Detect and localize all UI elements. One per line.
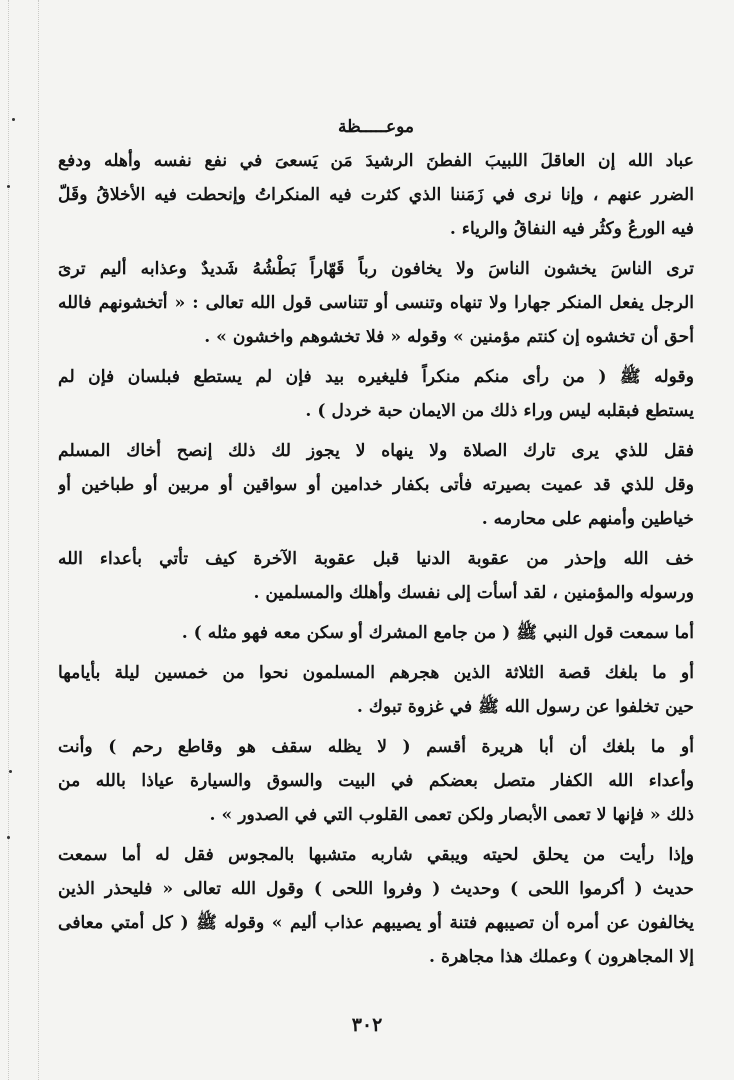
scan-edge-line-inner: [38, 0, 39, 1080]
scan-edge-line-left: [8, 0, 9, 1080]
page-number: ٣٠٢: [351, 1014, 383, 1036]
text-line: فيه الورعُ وكثُر فيه النفاقُ والرياء .: [449, 219, 694, 239]
paragraph: [58, 144, 694, 246]
text-line: فقل للذي يرى تارك الصلاة ولا ينهاه لا يجوز لك ذلك إنصح أخاك المسلم: [58, 441, 694, 461]
text-line: يستطع فبقلبه ليس وراء ذلك من الايمان حبة خردل ) .: [305, 401, 694, 421]
text-line: وإذا رأيت من يحلق لحيته ويبقي شاربه متشبها بالمجوس فقل له أما سمعت: [58, 845, 694, 865]
text-line: وقل للذي قد عميت بصيرته فأتى بكفار خدامين أو سواقين أو مربين أو طباخين أو: [58, 475, 694, 495]
scan-speck: [12, 118, 15, 121]
text-line: خياطين وأمنهم على محارمه .: [481, 509, 694, 529]
text-line: الضرر عنهم ، وإنا نرى في زَمَننا الذي كثرت فيه المنكراتُ وإنحطت فيه الأخلاقُ وقَلّ: [58, 185, 694, 205]
text-line: وأعداء الله الكفار متصل بعضكم في البيت والسوق والسيارة عياذا بالله من: [58, 771, 694, 791]
paragraph: [58, 252, 694, 354]
text-line: خف الله وإحذر من عقوبة الدنيا قبل عقوبة الآخرة كيف تأتي بأعداء الله: [58, 549, 694, 569]
text-line: ذلك « فإنها لا تعمى الأبصار ولكن تعمى القلوب التي في الصدور » .: [209, 805, 694, 825]
paragraph: [58, 542, 694, 610]
text-line: أما سمعت قول النبي ﷺ ( من جامع المشرك أو سكن معه فهو مثله ) .: [181, 623, 694, 643]
text-line: يخالفون عن أمره أن تصيبهم فتنة أو يصيبهم عذاب أليم » وقوله ﷺ ( كل أمتي معافى: [58, 913, 694, 933]
paragraph: [58, 730, 694, 832]
paragraph-list: [58, 144, 694, 974]
text-line: أو ما بلغك أن أبا هريرة أقسم ( لا يظله سقف هو وقاطع رحم ) وأنت: [58, 737, 694, 757]
text-line: أو ما بلغك قصة الثلاثة الذين هجرهم المسلمون نحوا من خمسين ليلة بأيامها: [58, 663, 694, 683]
scan-speck: [7, 185, 10, 188]
paragraph: [58, 838, 694, 974]
scan-speck: [9, 770, 12, 773]
document-body: [58, 110, 694, 980]
text-line: حين تخلفوا عن رسول الله ﷺ في غزوة تبوك .: [356, 697, 694, 717]
text-line: ورسوله والمؤمنين ، لقد أسأت إلى نفسك وأهلك والمسلمين .: [253, 583, 694, 603]
text-line: إلا المجاهرون ) وعملك هذا مجاهرة .: [429, 947, 694, 967]
text-line: وقوله ﷺ ( من رأى منكم منكراً فليغيره بيد فإن لم يستطع فبلسان فإن لم: [58, 367, 694, 387]
paragraph: [58, 434, 694, 536]
paragraph: [58, 656, 694, 724]
text-line: حديث ( أكرموا اللحى ) وحديث ( وفروا اللحى ) وقول الله تعالى « فليحذر الذين: [58, 879, 694, 899]
text-line: ترى الناسَ يخشون الناسَ ولا يخافون رباً قَهّاراً بَطْشُهُ شَديدٌ وعذابه أليم ترىَ: [58, 259, 694, 279]
paragraph: [58, 616, 694, 650]
text-line: عباد الله إن العاقلَ اللبيبَ الفطنَ الرشيدَ مَن يَسعىَ في نفع نفسه وأهله ودفع: [58, 151, 694, 171]
paragraph: [58, 360, 694, 428]
page-title: موعـــــظة: [338, 117, 414, 137]
scan-speck: [7, 836, 10, 839]
text-line: أحق أن تخشوه إن كنتم مؤمنين » وقوله « فلا تخشوهم واخشون » .: [204, 327, 694, 347]
text-line: الرجل يفعل المنكر جهارا ولا تنهاه وتنسى أو تتناسى قول الله تعالى : « أتخشونهم فالله: [58, 293, 694, 313]
